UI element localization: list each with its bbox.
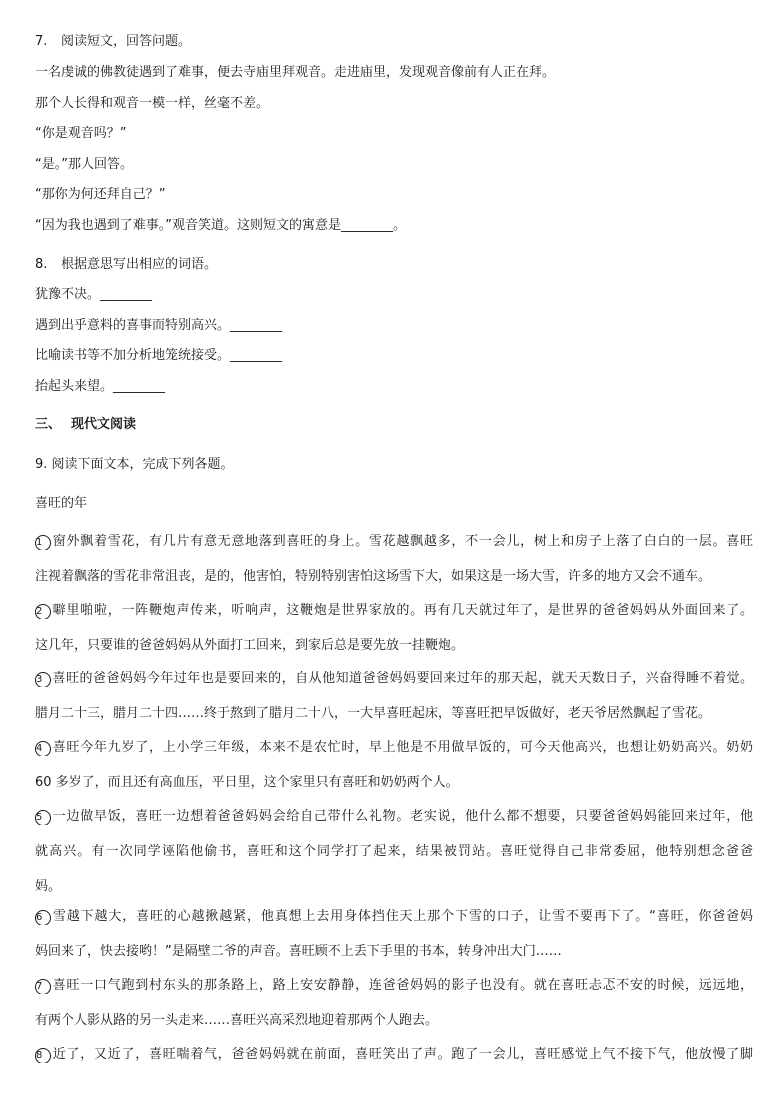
paragraph-line: 5 一边做早饭，喜旺一边想着爸爸妈妈会给自己带什么礼物。老实说，他什么都不想要，只要爸爸妈妈能回来过年，他 xyxy=(36,809,753,824)
q7-number: 7. xyxy=(35,34,48,49)
q7-line: 一名虔诚的佛教徒遇到了难事，便去寺庙里拜观音。走进庙里，发现观音像前有人正在拜。 xyxy=(35,65,556,80)
section-number: 三、 xyxy=(35,417,62,432)
paragraph-line: 4 喜旺今年九岁了，上小学三年级，本来不是农忙时，早上他是不用做早饭的，可今天他高兴，也想让奶奶高兴。奶奶 xyxy=(36,740,753,755)
paragraph-number: 2 xyxy=(35,604,51,619)
story-paragraph xyxy=(35,978,753,1029)
q8-prompt: 根据意思写出相应的词语。 xyxy=(61,257,218,272)
paragraph-number: 1 xyxy=(35,535,51,550)
section-title: 现代文阅读 xyxy=(71,417,137,432)
paragraph-number: 5 xyxy=(35,810,51,825)
q9-prompt: 9. 阅读下面文本，完成下列各题。 xyxy=(35,457,234,472)
q8-item: 遇到出乎意料的喜事而特别高兴。________ xyxy=(35,318,283,333)
q7-prompt: 阅读短文，回答问题。 xyxy=(61,34,192,49)
q8-heading xyxy=(35,257,217,273)
section-heading xyxy=(35,417,136,433)
paragraph-line: 注视着飘落的雪花非常沮丧，是的，他害怕，特别特别害怕这场雪下大，如果这是一场大雪，许多的地方又会不通车。 xyxy=(35,569,712,584)
paragraph-line: 6 雪越下越大，喜旺的心越揪越紧，他真想上去用身体挡住天上那个下雪的口子，让雪不要再下了。“喜旺，你爸爸妈 xyxy=(36,909,753,924)
paragraph-line: 就高兴。有一次同学诬陷他偷书，喜旺和这个同学打了起来，结果被罚站。喜旺觉得自己非常委屈，他特别想念爸爸 xyxy=(35,844,753,859)
paragraph-line: 这几年，只要谁的爸爸妈妈从外面打工回来，到家后总是要先放一挂鞭炮。 xyxy=(35,638,465,653)
paragraph-line: 腊月二十三，腊月二十四……终于熬到了腊月二十八，一大早喜旺起床，等喜旺把早饭做好，老天爷居然飘起了雪花。 xyxy=(35,706,712,721)
paragraph-number: 3 xyxy=(35,672,51,687)
paragraph-number: 6 xyxy=(35,910,51,925)
paragraph-line: 妈回来了，快去接哟！”是隔壁二爷的声音。喜旺顾不上丢下手里的书本，转身冲出大门…… xyxy=(35,944,562,959)
q7-line: “是。”那人回答。 xyxy=(35,157,133,172)
paragraph-line: 2 噼里啪啦，一阵鞭炮声传来，听响声，这鞭炮是世界家放的。再有几天就过年了，是世界的爸爸妈妈从外面回来了。 xyxy=(36,603,753,618)
paragraph-line: 妈。 xyxy=(35,879,62,894)
paragraph-line: 8 近了，又近了，喜旺喘着气，爸爸妈妈就在前面，喜旺笑出了声。跑了一会儿，喜旺感觉上气不接下气，他放慢了脚 xyxy=(36,1047,753,1062)
q7-heading xyxy=(35,34,191,50)
story-paragraph xyxy=(35,809,753,895)
story-paragraph xyxy=(35,603,753,654)
q7-line: “那你为何还拜自己？” xyxy=(35,187,166,202)
paragraph-number: 4 xyxy=(35,741,51,756)
paragraph-line: 7 喜旺一口气跑到村东头的那条路上，路上安安静静，连爸爸妈妈的影子也没有。就在喜旺忐忑不安的时候，远远地， xyxy=(36,978,753,993)
paragraph-line: 60 多岁了，而且还有高血压，平日里，这个家里只有喜旺和奶奶两个人。 xyxy=(35,775,459,790)
story-paragraph xyxy=(35,909,753,960)
story-paragraph xyxy=(35,1047,753,1063)
paragraph-line: 3 喜旺的爸爸妈妈今年过年也是要回来的，自从他知道爸爸妈妈要回来过年的那天起，就天天数日子，兴奋得睡不着觉。 xyxy=(36,671,753,686)
q7-line: “你是观音吗？” xyxy=(35,126,127,141)
q7-line: 那个人长得和观音一模一样，丝毫不差。 xyxy=(35,96,270,111)
story-title: 喜旺的年 xyxy=(35,496,88,511)
paragraph-line: 有两个人影从路的另一头走来……喜旺兴高采烈地迎着那两个人跑去。 xyxy=(35,1013,439,1028)
q8-item: 比喻读书等不加分析地笼统接受。________ xyxy=(35,348,283,363)
story-paragraph xyxy=(35,534,753,585)
paragraph-number: 7 xyxy=(35,979,51,994)
q8-item: 抬起头来望。________ xyxy=(35,379,166,394)
q8-item: 犹豫不决。________ xyxy=(35,287,153,302)
paragraph-number: 8 xyxy=(35,1048,51,1063)
story-paragraph xyxy=(35,671,753,722)
paragraph-line: 1 窗外飘着雪花，有几片有意无意地落到喜旺的身上。雪花越飘越多，不一会儿，树上和房子上落了白白的一层。喜旺 xyxy=(36,534,753,549)
story-paragraph xyxy=(35,740,753,791)
q7-line: “因为我也遇到了难事。”观音笑道。这则短文的寓意是________。 xyxy=(35,218,406,233)
q8-number: 8. xyxy=(35,257,48,272)
